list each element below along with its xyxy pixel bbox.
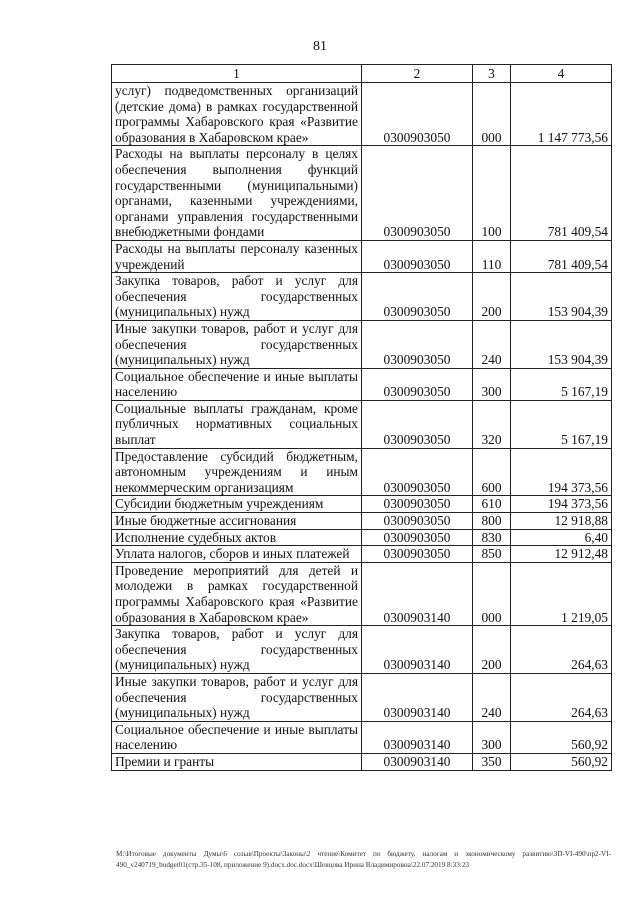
row-name: Предоставление субсидий бюджетным, автономным учреждениям и иным некоммерческим организациям <box>112 448 362 496</box>
header-col-1: 1 <box>112 65 362 83</box>
row-amount: 153 904,39 <box>511 273 612 321</box>
row-name: Расходы на выплаты персоналу в целях обеспечения выполнения функций государственными (муниципальными) органами, казенными учреждениями, органами управления государственными внебюджетными фондами <box>112 146 362 241</box>
row-type: 000 <box>473 83 511 146</box>
table-row <box>112 320 612 368</box>
row-code: 0300903140 <box>362 753 473 770</box>
table-row <box>112 529 612 546</box>
row-code: 0300903050 <box>362 273 473 321</box>
row-code: 0300903050 <box>362 448 473 496</box>
row-type: 000 <box>473 562 511 625</box>
row-type: 800 <box>473 513 511 530</box>
table-row <box>112 721 612 753</box>
row-type: 350 <box>473 753 511 770</box>
row-name: Премии и гранты <box>112 753 362 770</box>
row-type: 240 <box>473 320 511 368</box>
row-type: 200 <box>473 273 511 321</box>
row-type: 610 <box>473 496 511 513</box>
row-code: 0300903050 <box>362 240 473 272</box>
row-name: Субсидии бюджетным учреждениям <box>112 496 362 513</box>
table-row <box>112 562 612 625</box>
row-name: Расходы на выплаты персоналу казенных учреждений <box>112 240 362 272</box>
header-col-3: 3 <box>473 65 511 83</box>
header-col-2: 2 <box>362 65 473 83</box>
row-type: 320 <box>473 400 511 448</box>
row-amount: 560,92 <box>511 753 612 770</box>
row-amount: 194 373,56 <box>511 496 612 513</box>
table-row <box>112 400 612 448</box>
row-name: Исполнение судебных актов <box>112 529 362 546</box>
row-name: Социальное обеспечение и иные выплаты населению <box>112 368 362 400</box>
row-code: 0300903140 <box>362 562 473 625</box>
row-code: 0300903050 <box>362 83 473 146</box>
row-name: Закупка товаров, работ и услуг для обеспечения государственных (муниципальных) нужд <box>112 273 362 321</box>
row-name: Проведение мероприятий для детей и молодежи в рамках государственной программы Хабаровского края «Развитие образования в Хабаровском крае» <box>112 562 362 625</box>
row-amount: 12 918,88 <box>511 513 612 530</box>
table-row <box>112 673 612 721</box>
row-amount: 264,63 <box>511 626 612 674</box>
row-type: 300 <box>473 368 511 400</box>
row-amount: 1 147 773,56 <box>511 83 612 146</box>
row-code: 0300903050 <box>362 400 473 448</box>
row-type: 110 <box>473 240 511 272</box>
document-path-footer: М:\Итоговые документы Думы\6 созыв\Проекты\Законы\2 чтение\Комитет по бюджету, налогам и экономическому развитию\ЗП-VI-490\пр2-VI-490_v240719_budget01(стр.35-108, приложение 9).docx.doc.docx\Шевцова Ирина Владимировна\22.07.2019 8:33:23 <box>116 850 611 869</box>
row-name: Иные бюджетные ассигнования <box>112 513 362 530</box>
table-row <box>112 753 612 770</box>
table-row <box>112 273 612 321</box>
table-row <box>112 448 612 496</box>
row-type: 200 <box>473 626 511 674</box>
page-number: 81 <box>313 39 327 54</box>
row-amount: 781 409,54 <box>511 240 612 272</box>
row-name: Закупка товаров, работ и услуг для обеспечения государственных (муниципальных) нужд <box>112 626 362 674</box>
header-col-4: 4 <box>511 65 612 83</box>
table-header-row <box>112 65 612 83</box>
row-code: 0300903050 <box>362 546 473 563</box>
budget-table <box>111 64 612 771</box>
table-row <box>112 496 612 513</box>
row-amount: 264,63 <box>511 673 612 721</box>
row-amount: 12 912,48 <box>511 546 612 563</box>
table-row <box>112 83 612 146</box>
table-row <box>112 546 612 563</box>
row-amount: 153 904,39 <box>511 320 612 368</box>
row-name: Иные закупки товаров, работ и услуг для обеспечения государственных (муниципальных) нужд <box>112 673 362 721</box>
row-code: 0300903140 <box>362 673 473 721</box>
row-name: Иные закупки товаров, работ и услуг для обеспечения государственных (муниципальных) нужд <box>112 320 362 368</box>
table-row <box>112 368 612 400</box>
table-row <box>112 513 612 530</box>
row-type: 240 <box>473 673 511 721</box>
row-code: 0300903140 <box>362 626 473 674</box>
row-code: 0300903140 <box>362 721 473 753</box>
row-type: 850 <box>473 546 511 563</box>
row-name: Социальные выплаты гражданам, кроме публичных нормативных социальных выплат <box>112 400 362 448</box>
table-row <box>112 626 612 674</box>
row-code: 0300903050 <box>362 496 473 513</box>
row-amount: 194 373,56 <box>511 448 612 496</box>
row-type: 300 <box>473 721 511 753</box>
row-name: Уплата налогов, сборов и иных платежей <box>112 546 362 563</box>
row-amount: 6,40 <box>511 529 612 546</box>
row-code: 0300903050 <box>362 368 473 400</box>
row-name: услуг) подведомственных организаций (детские дома) в рамках государственной программы Хабаровского края «Развитие образования в Хабаровском крае» <box>112 83 362 146</box>
row-amount: 5 167,19 <box>511 368 612 400</box>
row-code: 0300903050 <box>362 529 473 546</box>
row-code: 0300903050 <box>362 146 473 241</box>
row-amount: 5 167,19 <box>511 400 612 448</box>
row-amount: 1 219,05 <box>511 562 612 625</box>
row-code: 0300903050 <box>362 320 473 368</box>
row-name: Социальное обеспечение и иные выплаты населению <box>112 721 362 753</box>
row-type: 600 <box>473 448 511 496</box>
row-amount: 560,92 <box>511 721 612 753</box>
row-amount: 781 409,54 <box>511 146 612 241</box>
row-code: 0300903050 <box>362 513 473 530</box>
table-row <box>112 240 612 272</box>
table-row <box>112 146 612 241</box>
row-type: 100 <box>473 146 511 241</box>
row-type: 830 <box>473 529 511 546</box>
